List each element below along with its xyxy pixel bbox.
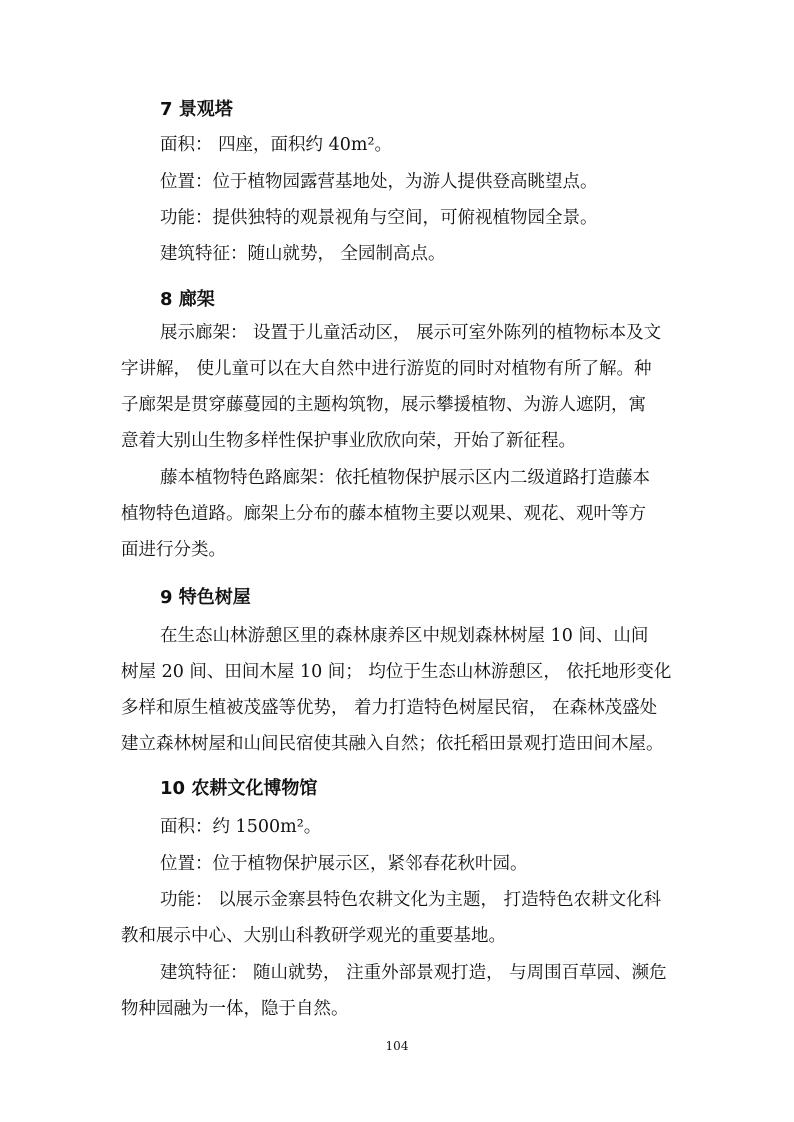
tower-area-line: 面积： 四座，面积约 40m²。 <box>160 135 393 155</box>
pergola-paragraph-line: 子廊架是贯穿藤蔓园的主题构筑物，展示攀援植物、为游人遮阴，寓 <box>121 395 646 415</box>
treehouse-paragraph-line: 多样和原生植被茂盛等优势， 着力打造特色树屋民宿， 在森林茂盛处 <box>121 698 658 718</box>
vine-pergola-paragraph-line: 植物特色道路。廊架上分布的藤本植物主要以观果、观花、观叶等方 <box>121 504 646 524</box>
section-heading-viewing-tower: 7 景观塔 <box>160 99 233 120</box>
vine-pergola-paragraph-line: 面进行分类。 <box>121 540 226 560</box>
museum-area-line: 面积：约 1500m²。 <box>160 817 322 837</box>
tower-location-line: 位置：位于植物园露营基地处，为游人提供登高眺望点。 <box>160 172 598 192</box>
museum-function-line: 教和展示中心、大别山科教研学观光的重要基地。 <box>121 926 506 946</box>
pergola-paragraph-line: 字讲解， 使儿童可以在大自然中进行游览的同时对植物有所了解。种 <box>121 359 652 379</box>
vine-pergola-paragraph-line: 藤本植物特色路廊架：依托植物保护展示区内二级道路打造藤本 <box>160 468 650 488</box>
section-heading-treehouse: 9 特色树屋 <box>160 587 251 608</box>
museum-architecture-line: 建筑特征： 随山就势， 注重外部景观打造， 与周围百草园、濒危 <box>160 963 667 983</box>
section-heading-pergola: 8 廊架 <box>160 289 215 310</box>
pergola-paragraph-line: 展示廊架： 设置于儿童活动区， 展示可室外陈列的植物标本及文 <box>160 323 662 343</box>
pergola-paragraph-line: 意着大别山生物多样性保护事业欣欣向荣，开始了新征程。 <box>121 431 576 451</box>
museum-function-line: 功能： 以展示金寨县特色农耕文化为主题， 打造特色农耕文化科 <box>160 890 662 910</box>
museum-location-line: 位置：位于植物保护展示区，紧邻春花秋叶园。 <box>160 854 528 874</box>
tower-function-line: 功能：提供独特的观景视角与空间，可俯视植物园全景。 <box>160 208 598 228</box>
museum-architecture-line: 物种园融为一体，隐于自然。 <box>121 999 349 1019</box>
treehouse-paragraph-line: 建立森林树屋和山间民宿使其融入自然；依托稻田景观打造田间木屋。 <box>121 734 664 754</box>
page-number: 104 <box>385 1039 409 1053</box>
treehouse-paragraph-line: 树屋 20 间、田间木屋 10 间； 均位于生态山林游憩区， 依托地形变化 <box>121 662 672 682</box>
treehouse-paragraph-line: 在生态山林游憩区里的森林康养区中规划森林树屋 10 间、山间 <box>160 626 649 646</box>
section-heading-farming-museum: 10 农耕文化博物馆 <box>160 778 318 799</box>
tower-architecture-line: 建筑特征：随山就势， 全园制高点。 <box>160 244 446 264</box>
